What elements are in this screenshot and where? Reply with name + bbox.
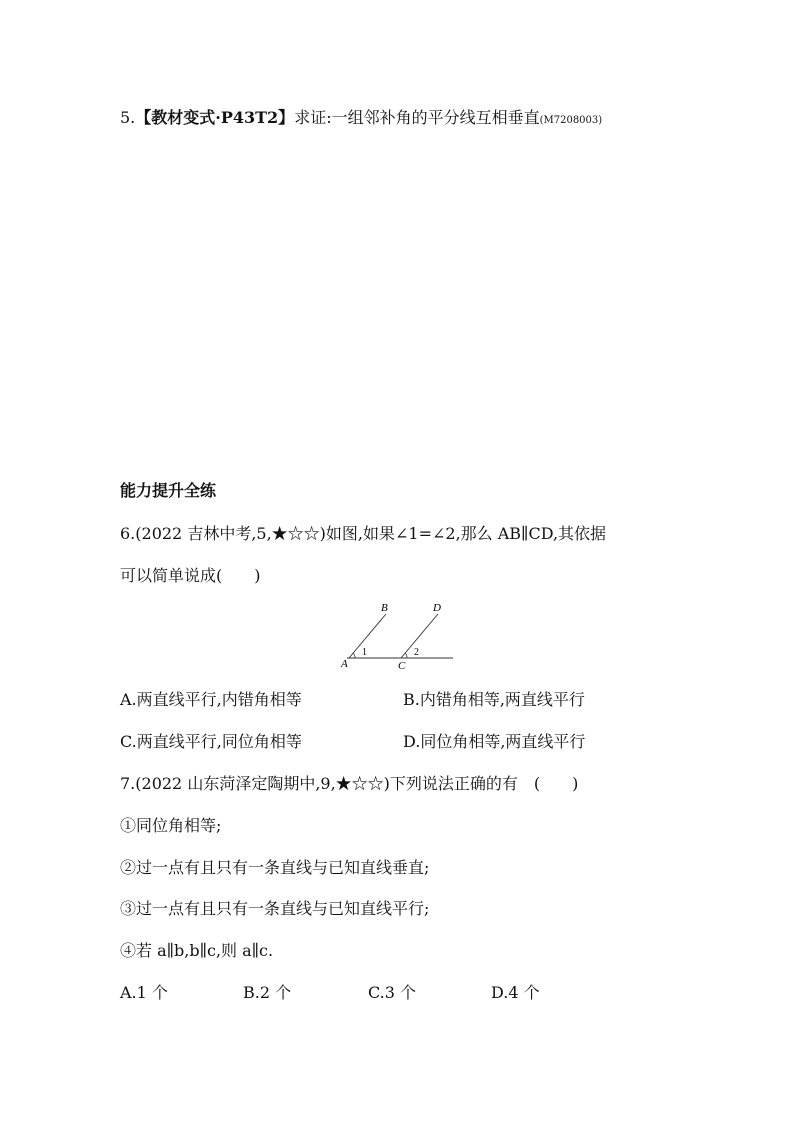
line-ab bbox=[349, 614, 386, 658]
angle-1-arc bbox=[353, 653, 355, 658]
question-7-option-b: B.2 个 bbox=[243, 983, 292, 1002]
question-7-item-1: ①同位角相等; bbox=[120, 816, 222, 835]
question-6-option-c: C.两直线平行,同位角相等 bbox=[120, 732, 302, 751]
angle-2-arc bbox=[405, 653, 407, 658]
question-5 bbox=[120, 108, 602, 131]
label-c: C bbox=[398, 660, 406, 672]
label-b: B bbox=[381, 602, 388, 614]
line-cd bbox=[401, 614, 438, 658]
question-7-option-d: D.4 个 bbox=[491, 983, 540, 1002]
question-6-option-d: D.同位角相等,两直线平行 bbox=[403, 732, 586, 751]
angle-1-label: 1 bbox=[362, 647, 367, 658]
question-7-option-c: C.3 个 bbox=[368, 983, 417, 1002]
question-7-item-2: ②过一点有且只有一条直线与已知直线垂直; bbox=[120, 858, 430, 877]
question-6-option-a: A.两直线平行,内错角相等 bbox=[120, 690, 302, 709]
label-a: A bbox=[341, 658, 348, 670]
question-6-figure bbox=[335, 600, 475, 672]
question-5-number: 5. bbox=[120, 108, 136, 127]
section-heading: 能力提升全练 bbox=[120, 481, 217, 500]
question-7-option-a: A.1 个 bbox=[120, 983, 168, 1002]
question-7-item-4: ④若 a∥b,b∥c,则 a∥c. bbox=[120, 941, 274, 960]
question-5-code: (M7208003) bbox=[539, 115, 603, 126]
question-7-item-3: ③过一点有且只有一条直线与已知直线平行; bbox=[120, 899, 430, 918]
question-6-option-b: B.内错角相等,两直线平行 bbox=[403, 690, 585, 709]
question-5-text: 求证:一组邻补角的平分线互相垂直 bbox=[294, 108, 540, 127]
label-d: D bbox=[433, 602, 441, 614]
question-6-line-1: 6.(2022 吉林中考,5,★☆☆)如图,如果∠1=∠2,那么 AB∥CD,其依据 bbox=[120, 524, 607, 543]
question-6-line-2: 可以简单说成( ) bbox=[120, 566, 261, 585]
question-7-line-1: 7.(2022 山东菏泽定陶期中,9,★☆☆)下列说法正确的有 ( ) bbox=[120, 774, 579, 793]
question-5-tag: 【教材变式·P43T2】 bbox=[135, 108, 295, 127]
angle-2-label: 2 bbox=[414, 647, 419, 658]
